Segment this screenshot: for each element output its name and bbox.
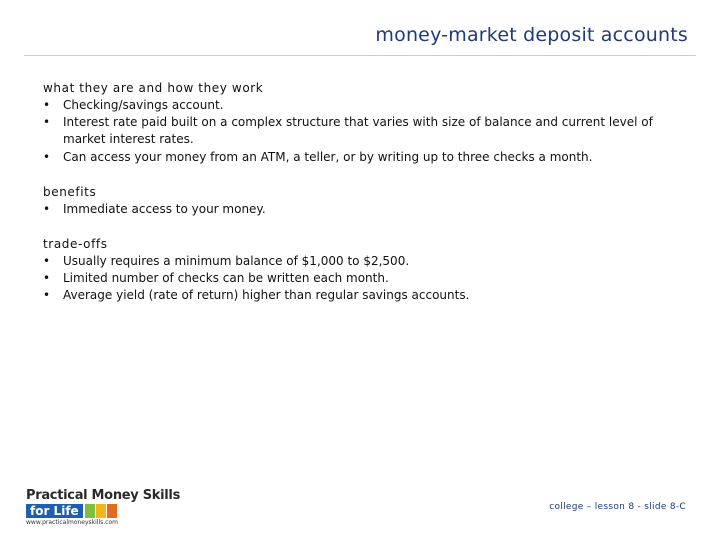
list-item: [43, 97, 663, 114]
section-heading: trade-offs: [43, 237, 108, 251]
list-item: [43, 149, 663, 166]
logo-subtitle: for Life: [26, 504, 83, 518]
bullet-text: Checking/savings account.: [63, 98, 224, 112]
logo-title: Practical Money Skills: [26, 488, 181, 503]
bullet-list: [43, 253, 663, 304]
bullet-list: [43, 201, 663, 218]
bullet-icon: •: [43, 202, 51, 216]
bullet-icon: •: [43, 288, 51, 302]
bullet-text: Can access your money from an ATM, a teller, or by writing up to three checks a month.: [63, 150, 593, 164]
bullet-icon: •: [43, 98, 51, 112]
brand-logo: [26, 488, 181, 528]
bullet-icon: •: [43, 115, 51, 129]
bullet-text: Average yield (rate of return) higher than regular savings accounts.: [63, 288, 470, 302]
list-item: [43, 114, 663, 148]
bullet-text: Usually requires a minimum balance of $1,000 to $2,500.: [63, 254, 410, 268]
logo-color-squares: [85, 504, 118, 518]
bullet-text: Immediate access to your money.: [63, 202, 266, 216]
section-how-it-works: [43, 80, 663, 166]
list-item: [43, 201, 663, 218]
bullet-text: Limited number of checks can be written each month.: [63, 271, 389, 285]
logo-square-orange: [107, 504, 117, 518]
logo-url: www.practicalmoneyskills.com: [26, 519, 119, 526]
slide-footer: college – lesson 8 - slide 8-C: [549, 502, 686, 512]
bullet-icon: •: [43, 254, 51, 268]
bullet-icon: •: [43, 271, 51, 285]
section-trade-offs: [43, 236, 663, 304]
bullet-list: [43, 97, 663, 166]
slide-title: money-market deposit accounts: [375, 24, 688, 46]
list-item: [43, 253, 663, 270]
section-heading: what they are and how they work: [43, 81, 264, 95]
title-divider: [24, 55, 696, 56]
bullet-icon: •: [43, 150, 51, 164]
bullet-text: Interest rate paid built on a complex structure that varies with size of balance and current level of market interest rates.: [63, 115, 653, 146]
list-item: [43, 270, 663, 287]
list-item: [43, 287, 663, 304]
logo-row: [26, 504, 166, 518]
logo-square-green: [85, 504, 95, 518]
slide-content: [43, 80, 663, 318]
section-benefits: [43, 184, 663, 218]
logo-square-yellow: [96, 504, 106, 518]
section-heading: benefits: [43, 185, 97, 199]
